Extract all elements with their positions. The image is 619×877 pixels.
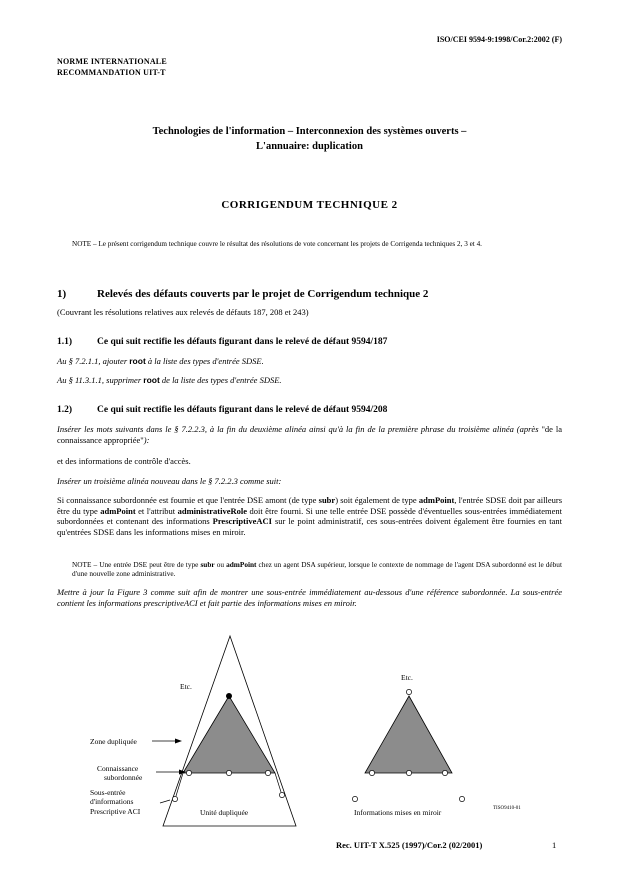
context-prefix-dot — [226, 693, 232, 699]
label-sous-1: Sous-entrée — [90, 788, 126, 797]
label-connaissance-2: subordonnée — [104, 773, 143, 782]
figure-3-diagram — [0, 600, 619, 840]
mirror-node — [406, 770, 411, 775]
mirrored-triangle — [365, 696, 452, 773]
document-reference: ISO/CEI 9594-9:1998/Cor.2:2002 (F) — [436, 35, 562, 44]
label-miroir: Informations mises en miroir — [354, 808, 442, 817]
code-root: root — [129, 356, 146, 366]
replicated-unit-triangle — [183, 696, 275, 773]
footer-reference: Rec. UIT-T X.525 (1997)/Cor.2 (02/2001) — [336, 840, 483, 850]
label-unite: Unité dupliquée — [200, 808, 249, 817]
section-1-2-note: NOTE – Une entrée DSE peut être de type subr ou admPoint chez un agent DSA supérieur, lorsque le contexte de nommage de l'agent DSA subordonné est le début d'une nouvelle zone administrative. — [72, 560, 562, 578]
section-1-heading — [57, 288, 428, 300]
section-1-title: Relevés des défauts couverts par le projet de Corrigendum technique 2 — [97, 288, 429, 300]
corrigendum-title: CORRIGENDUM TECHNIQUE 2 — [221, 199, 398, 211]
org-line-2: RECOMMANDATION UIT-T — [57, 68, 166, 77]
label-etc-right: Etc. — [401, 673, 413, 682]
section-1-2-heading — [57, 405, 387, 415]
label-sous-3: Prescriptive ACI — [90, 807, 141, 816]
mirror-subentry-node — [352, 796, 357, 801]
section-1-2-text-1: et des informations de contrôle d'accès. — [57, 456, 191, 466]
label-connaissance-1: Connaissance — [97, 764, 139, 773]
subentry-node — [172, 796, 177, 801]
mirror-node — [442, 770, 447, 775]
section-1-subtitle: (Couvrant les résolutions relatives aux relevés de défauts 187, 208 et 243) — [57, 307, 309, 317]
arrowhead-zone — [175, 739, 182, 744]
figure-id: TISO9410-01 — [493, 806, 521, 811]
subordinate-node — [186, 770, 191, 775]
label-sous-2: d'informations — [90, 797, 134, 806]
section-1-1-instruction-2: Au § 11.3.1.1, supprimer root de la liste des types d'entrée SDSE. — [57, 375, 282, 385]
subentry-node — [279, 792, 284, 797]
section-1-1-title: Ce qui suit rectifie les défauts figurant dans le relevé de défaut 9594/187 — [97, 337, 388, 347]
label-etc-left: Etc. — [180, 682, 192, 691]
document-title-line-1: Technologies de l'information – Interconnexion des systèmes ouverts – — [152, 126, 467, 137]
code-root: root — [143, 375, 160, 385]
section-1-1-instruction-1: Au § 7.2.1.1, ajouter root à la liste des types d'entrée SDSE. — [57, 356, 264, 366]
label-zone: Zone dupliquée — [90, 737, 137, 746]
section-1-2-instruction-2: Insérer un troisième alinéa nouveau dans le § 7.2.2.3 comme suit: — [57, 476, 282, 486]
subentry-link — [275, 773, 281, 792]
subentry-link — [176, 773, 183, 796]
section-1-number: 1) — [57, 288, 67, 300]
page-number: 1 — [552, 840, 557, 850]
org-line-1: NORME INTERNATIONALE — [57, 57, 167, 66]
subordinate-node — [226, 770, 231, 775]
section-1-2-instruction-1: Insérer les mots suivants dans le § 7.2.2.3, à la fin du deuxième alinéa ainsi qu'à la fin de la première phrase du troisième alinéa (après "de la connaissance appropriée"): — [57, 424, 562, 445]
section-1-2-title: Ce qui suit rectifie les défauts figurant dans le relevé de défaut 9594/208 — [97, 405, 388, 415]
section-1-2-number: 1.2) — [57, 405, 73, 415]
arrow-sous-entree — [160, 800, 170, 803]
section-1-2-instruction-3: Mettre à jour la Figure 3 comme suit afin de montrer une sous-entrée immédiatement au-dessous d'une référence subordonnée. La sous-entrée contient les informations prescriptiveACI et fait partie des informations mises en miroir. — [57, 587, 562, 608]
section-1-1-number: 1.1) — [57, 337, 73, 347]
mirror-subentry-node — [459, 796, 464, 801]
subordinate-node — [265, 770, 270, 775]
intro-note: NOTE – Le présent corrigendum technique couvre le résultat des résolutions de vote concernant les projets de Corrigenda techniques 2, 3 et 4. — [72, 240, 482, 248]
section-1-2-paragraph: Si connaissance subordonnée est fournie et que l'entrée DSE amont (de type subr) soit également de type admPoint, l'entrée SDSE doit par ailleurs être du type admPoint et l'attribut administrativeRole doit être fourni. Si une telle entrée DSE possède d'éventuelles sous-entrées immédiatement subordonnées et contenant des informations PrescriptiveACI sur le point administratif, ces sous-entrées doivent également être fournies en tant qu'entrées SDSE dans les informations mises en miroir. — [57, 495, 563, 537]
mirror-node — [369, 770, 374, 775]
document-title-line-2: L'annuaire: duplication — [256, 141, 363, 152]
mirror-node-top — [406, 689, 411, 694]
section-1-1-heading — [57, 337, 387, 347]
